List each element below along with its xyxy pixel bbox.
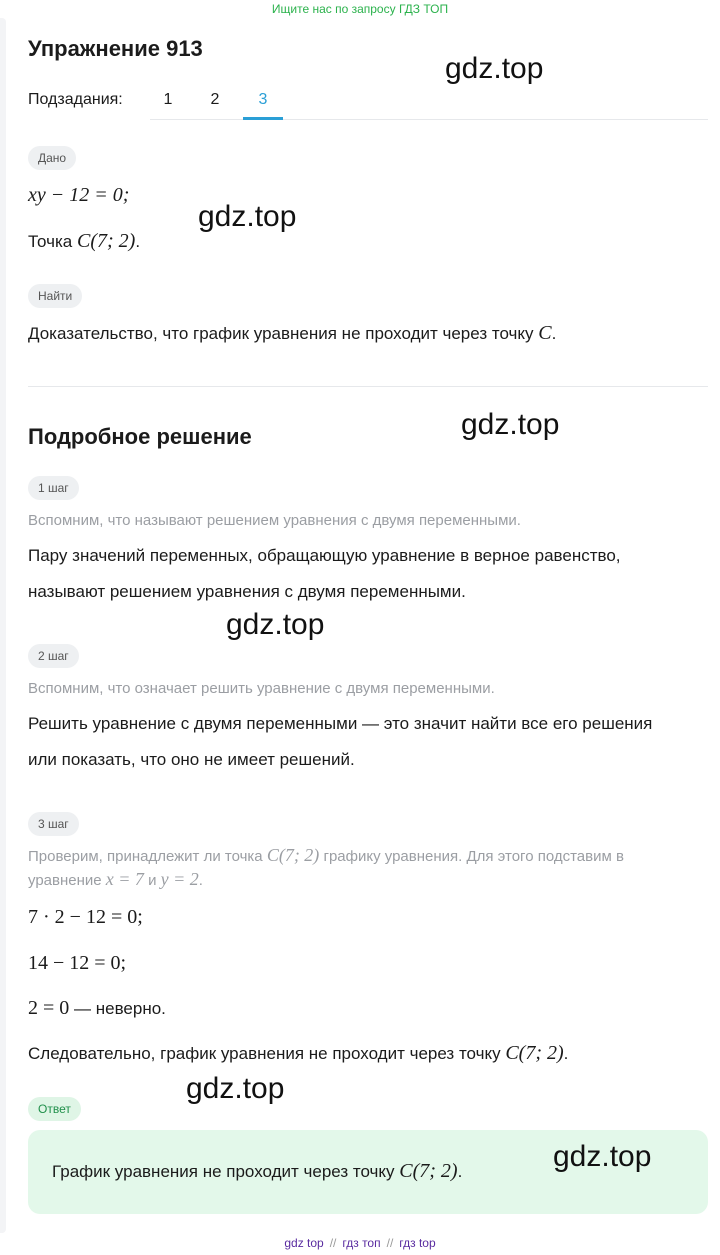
step3-hint-line1 bbox=[28, 845, 624, 866]
footer bbox=[0, 1236, 720, 1250]
step3-hint2-suffix: . bbox=[198, 872, 203, 889]
subtask-tab-2[interactable]: 2 bbox=[210, 91, 220, 108]
subtasks-label: Подзадания: bbox=[28, 91, 123, 108]
step3-hint2-prefix: уравнение bbox=[28, 872, 106, 889]
find-chip: Найти bbox=[28, 284, 82, 308]
subtasks-divider bbox=[150, 119, 708, 120]
step2-chip: 2 шаг bbox=[28, 644, 79, 668]
step3-hint-prefix: Проверим, принадлежит ли точка bbox=[28, 848, 267, 865]
step3-conclusion-line bbox=[28, 1042, 568, 1065]
given-chip: Дано bbox=[28, 146, 76, 170]
answer-text: График уравнения не проходит через точку bbox=[52, 1162, 400, 1181]
step1-text-line1: Пару значений переменных, обращающую уравнение в верное равенство, bbox=[28, 546, 621, 565]
watermark-1: gdz.top bbox=[445, 52, 544, 85]
given-point-label: Точка bbox=[28, 232, 77, 251]
step3-hint-x: x = 7 bbox=[105, 869, 144, 889]
find-text: Доказательство, что график уравнения не проходит через точку bbox=[28, 324, 539, 343]
step2-hint: Вспомним, что означает решить уравнение с двумя переменными. bbox=[28, 680, 495, 697]
step1-chip: 1 шаг bbox=[28, 476, 79, 500]
watermark-3: gdz.top bbox=[461, 408, 560, 441]
find-suffix: . bbox=[551, 324, 557, 343]
step3-eq3: 2 = 0 bbox=[28, 997, 70, 1019]
section-divider bbox=[28, 386, 708, 387]
step3-hint-y: y = 2 bbox=[160, 869, 199, 889]
step3-conclusion-point: C(7; 2) bbox=[505, 1042, 564, 1064]
given-point-line bbox=[28, 230, 140, 253]
active-tab-indicator bbox=[243, 117, 283, 120]
answer-chip: Ответ bbox=[28, 1097, 81, 1121]
find-point: C bbox=[538, 322, 552, 344]
step3-chip: 3 шаг bbox=[28, 812, 79, 836]
given-point: C(7; 2) bbox=[76, 230, 136, 252]
solution-title: Подробное решение bbox=[28, 424, 252, 449]
footer-link-2[interactable]: гдз топ bbox=[342, 1236, 381, 1250]
footer-link-1[interactable]: gdz top bbox=[284, 1236, 324, 1250]
step1-text-line2: называют решением уравнения с двумя переменными. bbox=[28, 582, 466, 601]
left-border bbox=[0, 18, 6, 1233]
given-equation: xy − 12 = 0; bbox=[28, 184, 130, 206]
step3-conclusion-suffix: . bbox=[563, 1044, 569, 1063]
footer-link-3[interactable]: гдз top bbox=[399, 1236, 436, 1250]
answer-text-line bbox=[52, 1160, 462, 1183]
step3-conclusion: Следовательно, график уравнения не проходит через точку bbox=[28, 1044, 506, 1063]
subtask-tab-3[interactable]: 3 bbox=[258, 91, 268, 108]
answer-point: C(7; 2) bbox=[399, 1160, 458, 1182]
step3-hint-line2 bbox=[28, 869, 203, 890]
step2-text-line1: Решить уравнение с двумя переменными — это значит найти все его решения bbox=[28, 714, 653, 733]
given-point-suffix: . bbox=[135, 232, 141, 251]
watermark-2: gdz.top bbox=[198, 200, 297, 233]
watermark-4: gdz.top bbox=[226, 608, 325, 641]
answer-suffix: . bbox=[457, 1162, 463, 1181]
step1-hint: Вспомним, что называют решением уравнения с двумя переменными. bbox=[28, 512, 521, 529]
footer-separator: // bbox=[386, 1236, 394, 1250]
step3-hint-suffix: графику уравнения. Для этого подставим в bbox=[319, 848, 624, 865]
step2-text-line2: или показать, что оно не имеет решений. bbox=[28, 750, 355, 769]
footer-separator: // bbox=[329, 1236, 337, 1250]
watermark-5: gdz.top bbox=[186, 1072, 285, 1105]
step3-hint-point: C(7; 2) bbox=[266, 845, 320, 865]
subtask-tab-1[interactable]: 1 bbox=[163, 91, 173, 108]
step3-hint-and: и bbox=[143, 872, 161, 889]
step3-eq3-note: — неверно. bbox=[69, 999, 166, 1018]
step3-eq1: 7 · 2 − 12 = 0; bbox=[28, 906, 143, 928]
step3-eq2: 14 − 12 = 0; bbox=[28, 952, 127, 974]
page-title: Упражнение 913 bbox=[28, 36, 203, 61]
search-banner: Ищите нас по запросу ГДЗ ТОП bbox=[271, 2, 449, 16]
find-text-line bbox=[28, 322, 556, 345]
watermark-6: gdz.top bbox=[553, 1140, 652, 1173]
step3-eq3-line bbox=[28, 997, 166, 1020]
